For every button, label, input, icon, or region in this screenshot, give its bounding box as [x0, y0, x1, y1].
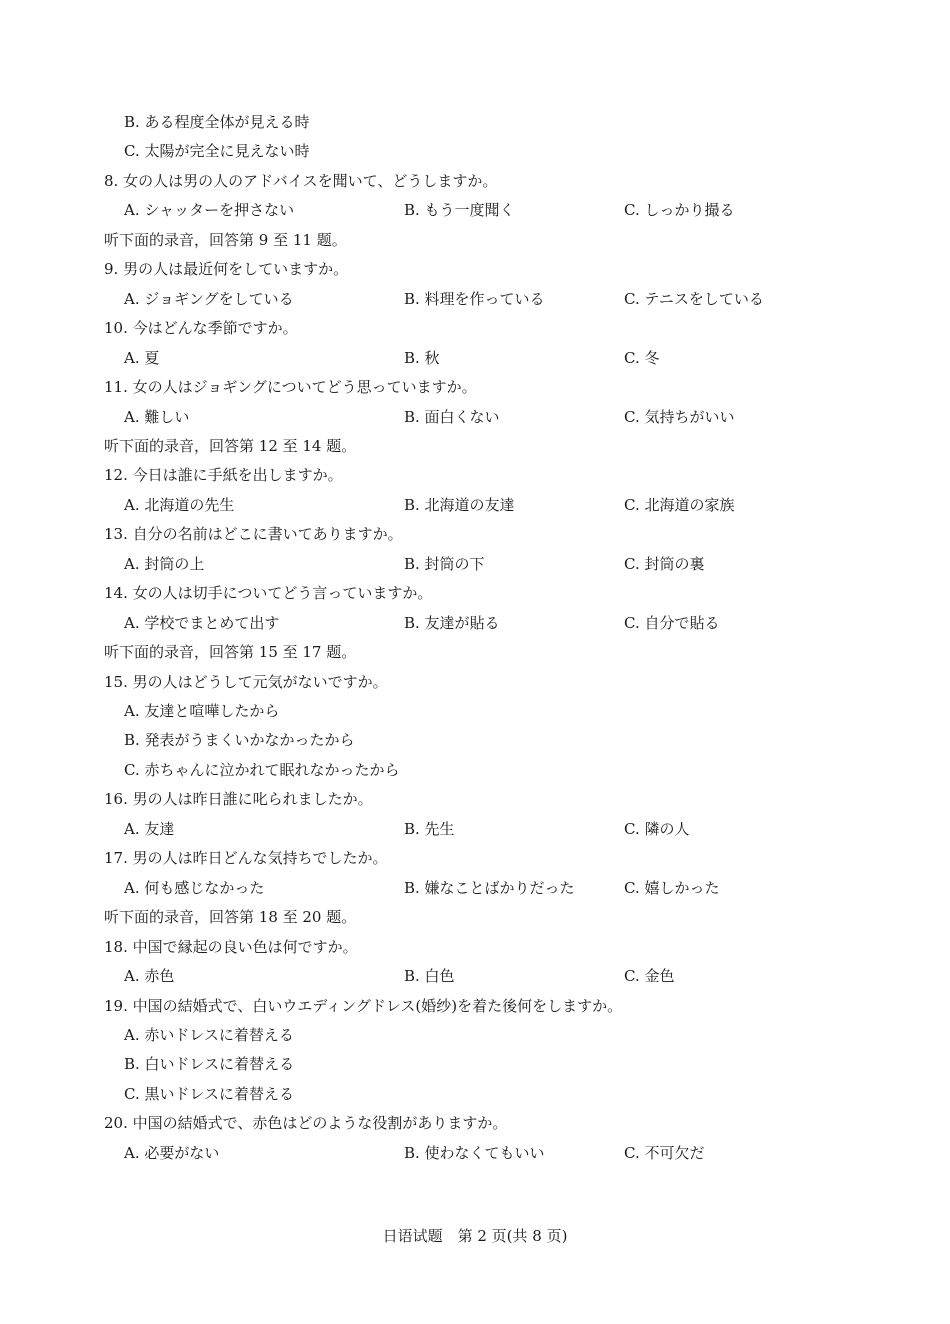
- option-c: C. 金色: [624, 967, 675, 985]
- option-line: B. 白いドレスに着替える: [124, 1055, 295, 1073]
- option-b: B. 白色: [404, 967, 455, 985]
- option-c: C. 嬉しかった: [624, 879, 720, 897]
- option-b: B. 料理を作っている: [404, 290, 545, 308]
- question-line: 19. 中国の結婚式で、白いウエディングドレス(婚纱)を着た後何をしますか。: [104, 997, 623, 1015]
- option-a: A. 赤色: [124, 967, 175, 985]
- question-line: 12. 今日は誰に手紙を出しますか。: [104, 466, 343, 484]
- option-a: A. 難しい: [124, 408, 190, 426]
- option-line: C. 黒いドレスに着替える: [124, 1085, 295, 1103]
- question-line: 11. 女の人はジョギングについてどう思っていますか。: [104, 378, 477, 396]
- option-b: B. 嫌なことばかりだった: [404, 879, 575, 897]
- option-c: C. 封筒の裏: [624, 555, 705, 573]
- page-footer: 日语试题 第 2 页(共 8 页): [382, 1227, 568, 1245]
- question-line: 听下面的录音，回答第 9 至 11 题。: [104, 231, 347, 249]
- option-a: A. 必要がない: [124, 1144, 220, 1162]
- option-c: C. 不可欠だ: [624, 1144, 705, 1162]
- question-line: 14. 女の人は切手についてどう言っていますか。: [104, 584, 433, 602]
- question-line: 13. 自分の名前はどこに書いてありますか。: [104, 525, 403, 543]
- option-line: A. 赤いドレスに着替える: [124, 1026, 294, 1044]
- option-c: C. 冬: [624, 349, 660, 367]
- option-a: A. 北海道の先生: [124, 496, 235, 514]
- option-a: A. シャッターを押さない: [124, 201, 295, 219]
- question-line: 听下面的录音，回答第 18 至 20 题。: [104, 908, 357, 926]
- option-line: A. 友達と喧嘩したから: [124, 702, 280, 720]
- option-b: B. 北海道の友達: [404, 496, 515, 514]
- question-line: 听下面的录音，回答第 15 至 17 题。: [104, 643, 357, 661]
- option-a: A. 夏: [124, 349, 160, 367]
- option-b: B. 友達が貼る: [404, 614, 500, 632]
- option-b: B. 先生: [404, 820, 455, 838]
- option-c: C. 隣の人: [624, 820, 690, 838]
- option-c: C. 自分で貼る: [624, 614, 720, 632]
- question-line: 15. 男の人はどうして元気がないですか。: [104, 673, 388, 691]
- question-line: 20. 中国の結婚式で、赤色はどのような役割がありますか。: [104, 1114, 508, 1132]
- option-a: A. 友達: [124, 820, 175, 838]
- option-a: A. 学校でまとめて出す: [124, 614, 280, 632]
- option-b: B. 封筒の下: [404, 555, 485, 573]
- option-line: B. ある程度全体が見える時: [124, 113, 310, 131]
- question-line: 10. 今はどんな季節ですか。: [104, 319, 298, 337]
- option-line: C. 赤ちゃんに泣かれて眠れなかったから: [124, 761, 400, 779]
- option-b: B. 面白くない: [404, 408, 500, 426]
- option-b: B. もう一度聞く: [404, 201, 515, 219]
- option-a: A. 何も感じなかった: [124, 879, 265, 897]
- option-line: C. 太陽が完全に見えない時: [124, 142, 310, 160]
- option-a: A. 封筒の上: [124, 555, 205, 573]
- question-line: 17. 男の人は昨日どんな気持ちでしたか。: [104, 849, 388, 867]
- option-c: C. しっかり撮る: [624, 201, 735, 219]
- option-c: C. テニスをしている: [624, 290, 764, 308]
- option-a: A. ジョギングをしている: [124, 290, 294, 308]
- question-line: 18. 中国で縁起の良い色は何ですか。: [104, 938, 358, 956]
- option-line: B. 発表がうまくいかなかったから: [124, 731, 355, 749]
- question-line: 8. 女の人は男の人のアドバイスを聞いて、どうしますか。: [104, 172, 498, 190]
- question-line: 听下面的录音，回答第 12 至 14 题。: [104, 437, 357, 455]
- option-c: C. 気持ちがいい: [624, 408, 735, 426]
- question-line: 16. 男の人は昨日誰に叱られましたか。: [104, 790, 373, 808]
- option-b: B. 使わなくてもいい: [404, 1144, 545, 1162]
- option-c: C. 北海道の家族: [624, 496, 735, 514]
- option-b: B. 秋: [404, 349, 440, 367]
- question-line: 9. 男の人は最近何をしていますか。: [104, 260, 349, 278]
